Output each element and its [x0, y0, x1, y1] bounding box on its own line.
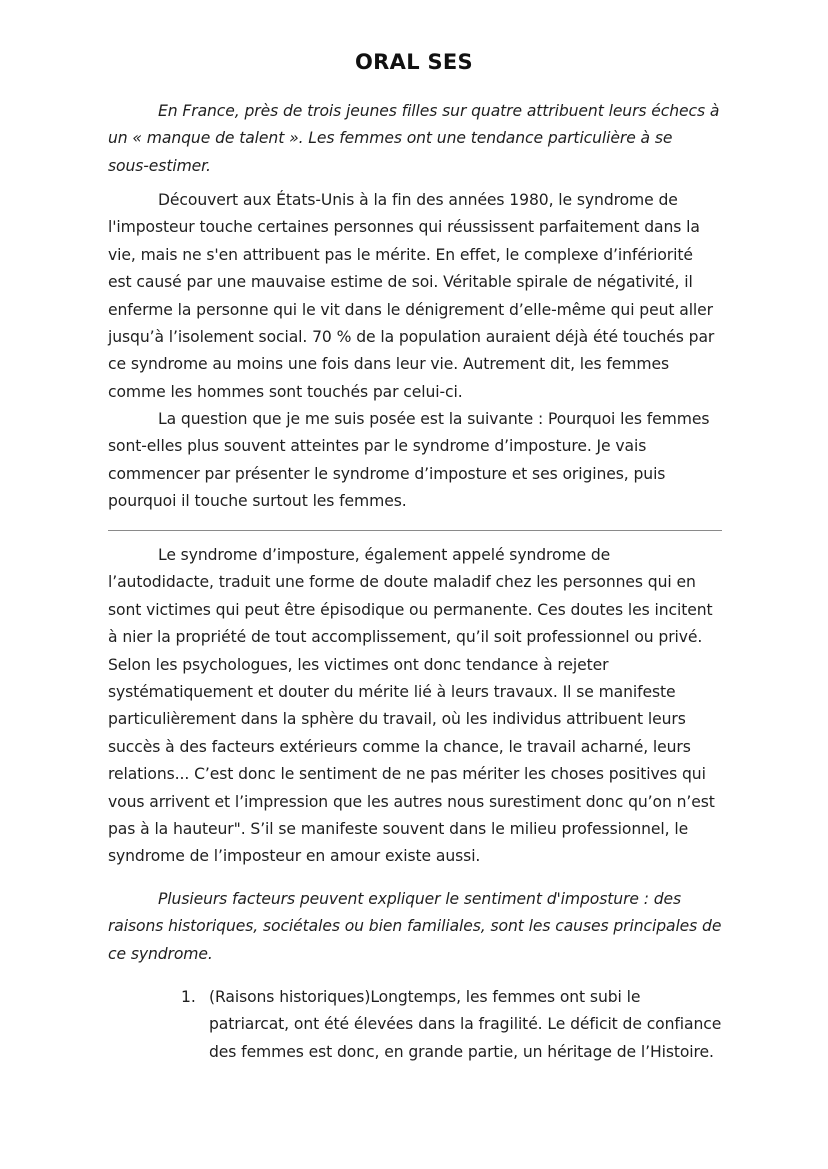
paragraph-line: En France, près de trois jeunes filles sur quatre attribuent leurs échecs à — [158, 102, 720, 120]
list-item-line: (Raisons historiques)Longtemps, les femmes ont subi le — [209, 988, 641, 1006]
paragraph-line: pourquoi il touche surtout les femmes. — [108, 492, 407, 511]
paragraph-line: commencer par présenter le syndrome d’imposture et ses origines, puis — [108, 464, 666, 483]
paragraph-line: vous arrivent et l’impression que les autres nous surestiment donc qu’on n’est — [108, 792, 715, 811]
paragraph-line: systématiquement et douter du mérite lié à leurs travaux. Il se manifeste — [108, 683, 676, 702]
paragraph-line: Selon les psychologues, les victimes ont donc tendance à rejeter — [108, 655, 609, 674]
paragraph-line: particulièrement dans la sphère du travail, où les individus attribuent leurs — [108, 710, 686, 729]
paragraph-line: jusqu’à l’isolement social. 70 % de la population auraient déjà été touchés par — [108, 328, 715, 347]
paragraph-line: La question que je me suis posée est la suivante : Pourquoi les femmes — [158, 410, 710, 428]
paragraph-line: ce syndrome. — [108, 944, 213, 963]
paragraph-line: sous-estimer. — [108, 156, 211, 175]
paragraph-line: succès à des facteurs extérieurs comme la chance, le travail acharné, leurs — [108, 737, 691, 756]
section-divider — [108, 530, 722, 531]
paragraph-line: un « manque de talent ». Les femmes ont une tendance particulière à se — [108, 129, 673, 148]
question-paragraph — [108, 406, 728, 516]
intro-paragraph — [108, 98, 728, 180]
list-item-line: des femmes est donc, en grande partie, un héritage de l’Histoire. — [209, 1042, 714, 1061]
list-item-line: patriarcat, ont été élevées dans la fragilité. Le déficit de confiance — [209, 1015, 722, 1034]
paragraph-line: à nier la propriété de tout accomplissement, qu’il soit professionnel ou privé. — [108, 628, 703, 647]
list-item-number: 1. — [181, 988, 196, 1006]
definition-paragraph — [108, 542, 728, 871]
paragraph-line: l’autodidacte, traduit une forme de doute maladif chez les personnes qui en — [108, 573, 696, 592]
paragraph-line: Plusieurs facteurs peuvent expliquer le sentiment d'imposture : des — [158, 890, 682, 908]
paragraph-line: syndrome de l’imposteur en amour existe aussi. — [108, 847, 481, 866]
factors-paragraph — [108, 886, 728, 968]
paragraph-line: Découvert aux États-Unis à la fin des années 1980, le syndrome de — [158, 191, 678, 209]
paragraph-line: comme les hommes sont touchés par celui-ci. — [108, 382, 463, 401]
paragraph-line: ce syndrome au moins une fois dans leur vie. Autrement dit, les femmes — [108, 355, 669, 374]
paragraph-line: sont-elles plus souvent atteintes par le syndrome d’imposture. Je vais — [108, 437, 647, 456]
paragraph-line: l'imposteur touche certaines personnes qui réussissent parfaitement dans la — [108, 218, 700, 237]
paragraph-line: raisons historiques, sociétales ou bien familiales, sont les causes principales de — [108, 917, 722, 936]
paragraph-line: est causé par une mauvaise estime de soi. Véritable spirale de négativité, il — [108, 273, 693, 292]
paragraph-line: sont victimes qui peut être épisodique ou permanente. Ces doutes les incitent — [108, 600, 713, 619]
discovery-paragraph — [108, 187, 728, 406]
paragraph-line: relations... C’est donc le sentiment de ne pas mériter les choses positives qui — [108, 765, 706, 784]
paragraph-line: pas à la hauteur". S’il se manifeste souvent dans le milieu professionnel, le — [108, 820, 689, 839]
paragraph-line: Le syndrome d’imposture, également appelé syndrome de — [158, 546, 611, 564]
page-title: ORAL SES — [355, 50, 473, 74]
paragraph-line: enferme la personne qui le vit dans le dénigrement d’elle-même qui peut aller — [108, 300, 713, 319]
paragraph-line: vie, mais ne s'en attribuent pas le mérite. En effet, le complexe d’infériorité — [108, 245, 693, 264]
list-item-text — [209, 984, 721, 1066]
